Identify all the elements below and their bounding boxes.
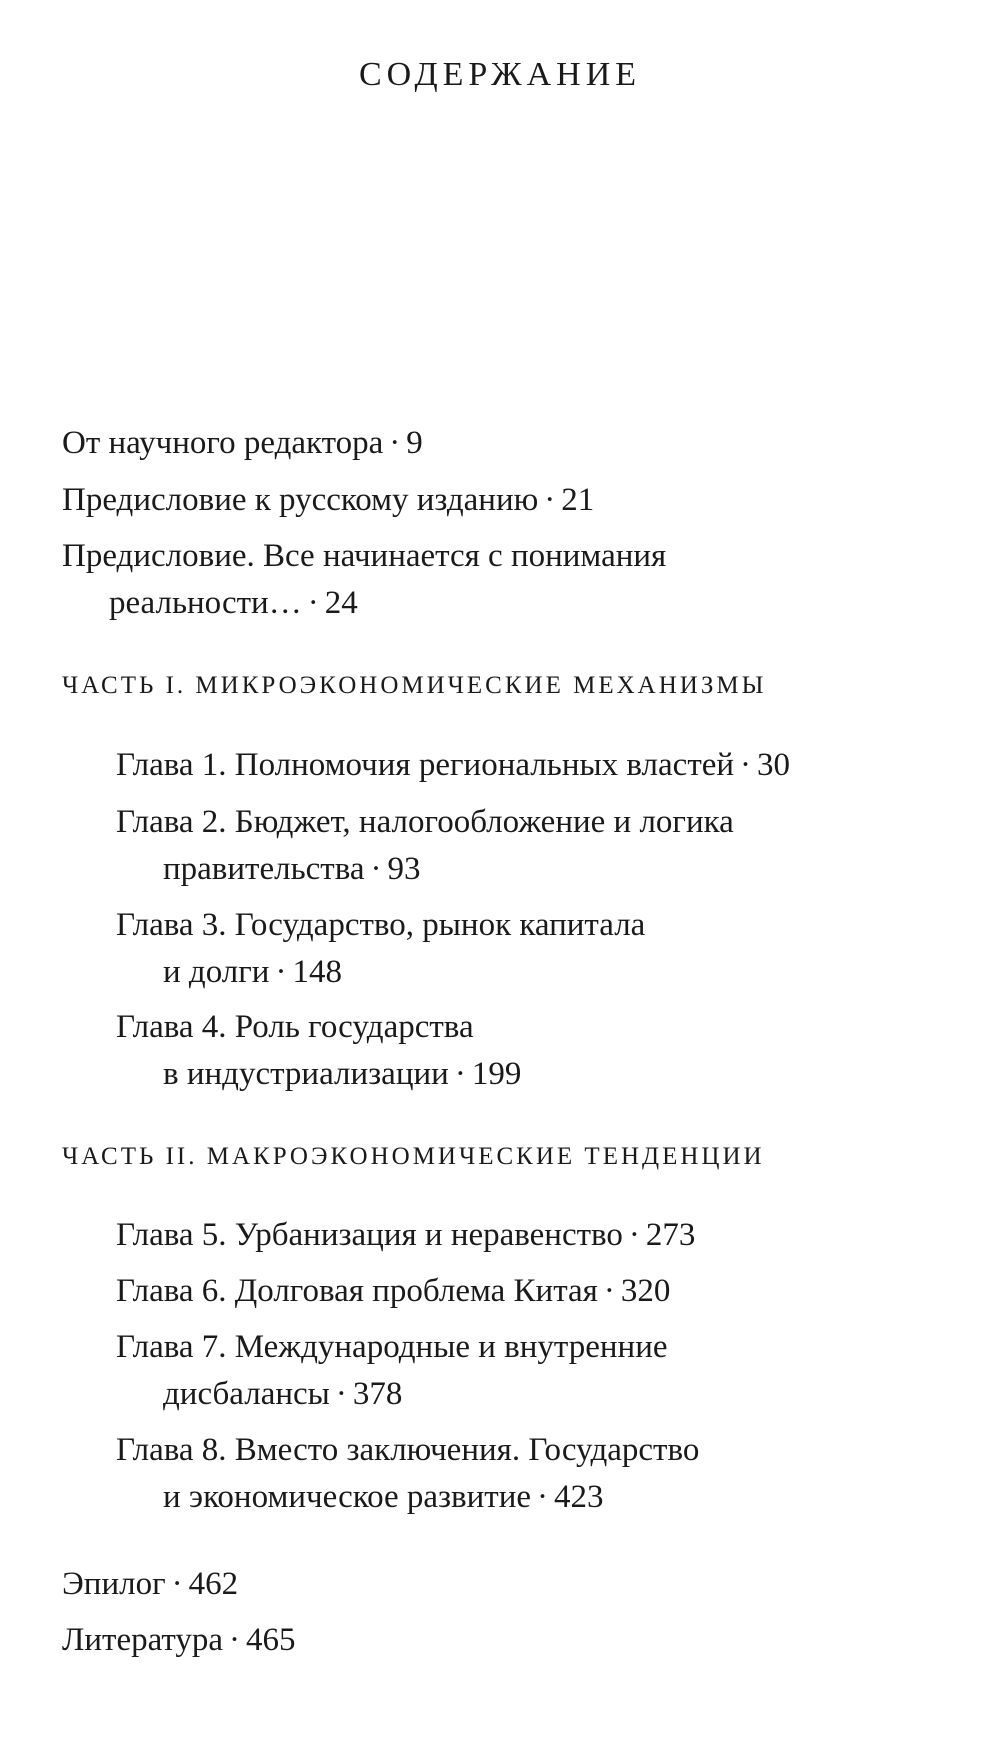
- toc-entry[interactable]: [116, 1427, 699, 1521]
- separator-dot: ·: [171, 1566, 183, 1602]
- entry-title-continuation: [116, 846, 734, 893]
- entry-page: 93: [387, 851, 421, 887]
- entry-title: Глава 7. Международные и внутренние: [116, 1329, 668, 1365]
- separator-dot: ·: [454, 1056, 466, 1092]
- entry-title: Глава 3. Государство, рынок капитала: [116, 907, 646, 943]
- entry-title: Глава 6. Долговая проблема Китая: [116, 1273, 598, 1309]
- entry-title-cont: реальности…: [109, 585, 302, 621]
- page-title: СОДЕРЖАНИЕ: [358, 56, 642, 93]
- entry-title: Глава 2. Бюджет, налогообложение и логика: [116, 804, 734, 840]
- separator-dot: ·: [370, 851, 382, 887]
- entry-title-continuation: [116, 1051, 521, 1098]
- toc-entry[interactable]: [62, 477, 594, 524]
- entry-page: 24: [324, 585, 358, 621]
- toc-entry[interactable]: [116, 799, 734, 893]
- separator-dot: ·: [603, 1273, 615, 1309]
- toc-entry[interactable]: [116, 1324, 668, 1418]
- separator-dot: ·: [229, 1622, 241, 1658]
- toc-entry[interactable]: [116, 742, 790, 789]
- entry-title-cont: и долги: [163, 954, 270, 990]
- separator-dot: ·: [628, 1217, 640, 1253]
- part-heading: ЧАСТЬ II. МАКРОЭКОНОМИЧЕСКИЕ ТЕНДЕНЦИИ: [62, 1143, 765, 1170]
- toc-entry[interactable]: [116, 1268, 670, 1315]
- entry-title: Глава 8. Вместо заключения. Государство: [116, 1432, 700, 1468]
- separator-dot: ·: [537, 1479, 549, 1515]
- entry-page: 21: [561, 482, 595, 518]
- entry-page: 462: [188, 1566, 239, 1602]
- entry-title-continuation: [116, 949, 645, 996]
- separator-dot: ·: [544, 482, 556, 518]
- toc-entry[interactable]: [116, 1212, 695, 1259]
- entry-title: Литература: [62, 1622, 224, 1658]
- separator-dot: ·: [275, 954, 287, 990]
- entry-title-cont: дисбалансы: [163, 1376, 330, 1412]
- entry-title: Предисловие. Все начинается с понимания: [62, 538, 667, 574]
- entry-page: 423: [554, 1479, 604, 1515]
- toc-entry[interactable]: [116, 1004, 521, 1098]
- entry-title-cont: в индустриализации: [163, 1056, 449, 1092]
- entry-title: От научного редактора: [62, 425, 384, 461]
- entry-page: 30: [757, 747, 791, 783]
- entry-title: Эпилог: [62, 1566, 166, 1602]
- entry-page: 199: [471, 1056, 522, 1092]
- toc-entry[interactable]: [116, 902, 645, 996]
- entry-title-continuation: [116, 1474, 699, 1521]
- entry-title-cont: правительства: [163, 851, 365, 887]
- entry-page: 148: [292, 954, 342, 990]
- entry-title: Глава 5. Урбанизация и неравенство: [116, 1217, 623, 1253]
- toc-entry[interactable]: [62, 533, 666, 627]
- entry-page: 273: [645, 1217, 696, 1253]
- separator-dot: ·: [740, 747, 752, 783]
- entry-page: 465: [246, 1622, 296, 1658]
- separator-dot: ·: [335, 1376, 347, 1412]
- part-heading: ЧАСТЬ I. МИКРОЭКОНОМИЧЕСКИЕ МЕХАНИЗМЫ: [62, 672, 767, 699]
- entry-title: Глава 1. Полномочия региональных властей: [116, 747, 735, 783]
- entry-title: Предисловие к русскому изданию: [62, 482, 539, 518]
- entry-title: Глава 4. Роль государства: [116, 1009, 474, 1045]
- toc-entry[interactable]: [62, 1617, 296, 1664]
- toc-entry[interactable]: [62, 420, 423, 467]
- entry-title-continuation: [62, 580, 666, 627]
- entry-page: 9: [406, 425, 423, 461]
- separator-dot: ·: [389, 425, 401, 461]
- separator-dot: ·: [307, 585, 319, 621]
- toc-entry[interactable]: [62, 1561, 238, 1608]
- entry-page: 320: [620, 1273, 671, 1309]
- entry-page: 378: [352, 1376, 403, 1412]
- entry-title-continuation: [116, 1371, 668, 1418]
- entry-title-cont: и экономическое развитие: [163, 1479, 532, 1515]
